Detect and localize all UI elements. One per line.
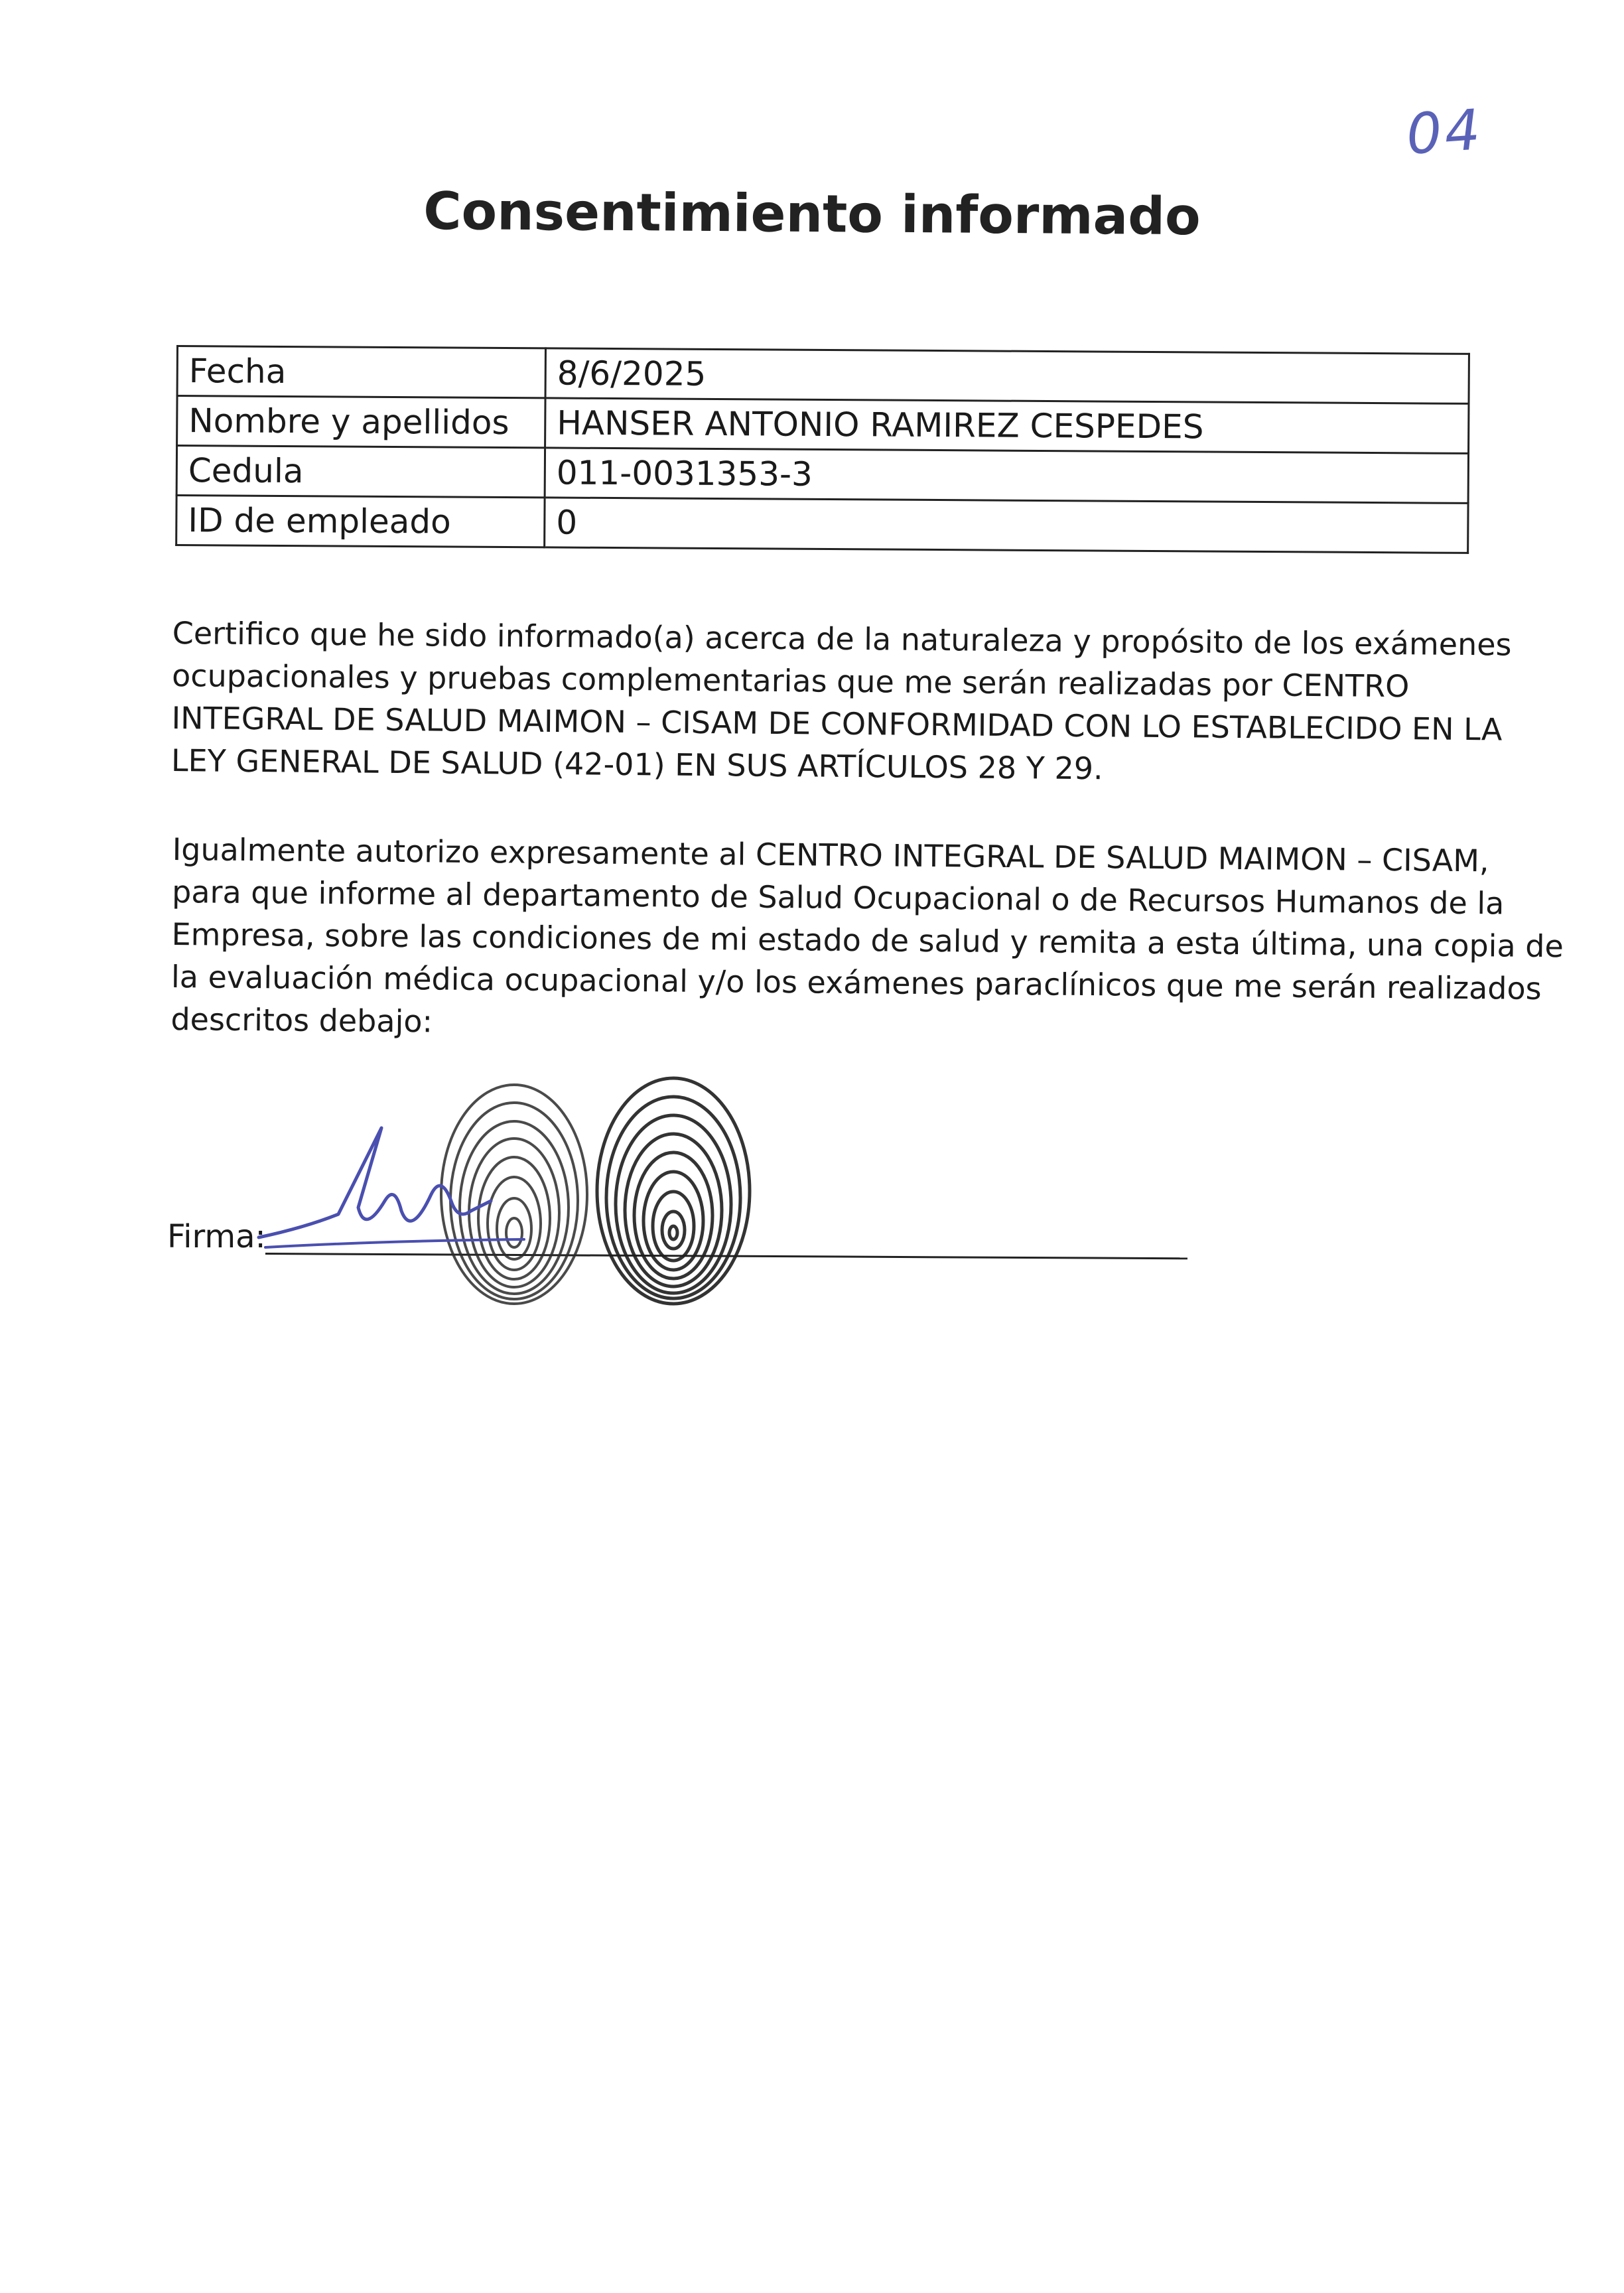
employee-info-table	[175, 345, 1470, 554]
paragraph-line: la evaluación médica ocupacional y/o los exámenes paraclínicos que me serán realizados	[170, 958, 1542, 1007]
paragraph-line: para que informe al departamento de Salud Ocupacional o de Recursos Humanos de la	[171, 873, 1505, 922]
table-value-nombre: HANSER ANTONIO RAMIREZ CESPEDES	[545, 398, 1469, 454]
paragraph-line: Empresa, sobre las condiciones de mi estado de salud y remita a esta última, una copia de	[171, 916, 1564, 965]
table-row	[177, 396, 1469, 454]
table-row	[177, 346, 1469, 404]
table-value-id-empleado: 0	[545, 498, 1468, 553]
table-value-cedula: 011-0031353-3	[545, 448, 1468, 504]
handwritten-signature	[252, 1121, 531, 1261]
paragraph-line: Igualmente autorizo expresamente al CENTRO INTEGRAL DE SALUD MAIMON – CISAM,	[172, 831, 1489, 879]
table-row	[176, 496, 1468, 553]
table-label-nombre: Nombre y apellidos	[177, 396, 545, 448]
table-row	[176, 446, 1468, 504]
document-title: Consentimiento informado	[423, 181, 1201, 247]
signature-label: Firma:	[167, 1218, 266, 1255]
table-value-fecha: 8/6/2025	[545, 348, 1469, 404]
page-number-handwritten: 04	[1404, 97, 1485, 167]
paragraph-line: descritos debajo:	[170, 1001, 433, 1040]
table-label-cedula: Cedula	[176, 446, 545, 498]
paragraph-line: INTEGRAL DE SALUD MAIMON – CISAM DE CONFORMIDAD CON LO ESTABLECIDO EN LA	[171, 699, 1503, 748]
paragraph-line: ocupacionales y pruebas complementarias que me serán realizadas por CENTRO	[171, 657, 1410, 705]
table-label-fecha: Fecha	[177, 346, 545, 398]
certification-paragraph	[170, 612, 1512, 793]
paragraph-line: Certifico que he sido informado(a) acerca de la naturaleza y propósito de los exámenes	[172, 614, 1512, 663]
table-label-id-empleado: ID de empleado	[176, 496, 545, 547]
paragraph-line: LEY GENERAL DE SALUD (42-01) EN SUS ARTÍCULOS 28 Y 29.	[170, 742, 1103, 787]
authorization-paragraph	[170, 828, 1564, 1052]
